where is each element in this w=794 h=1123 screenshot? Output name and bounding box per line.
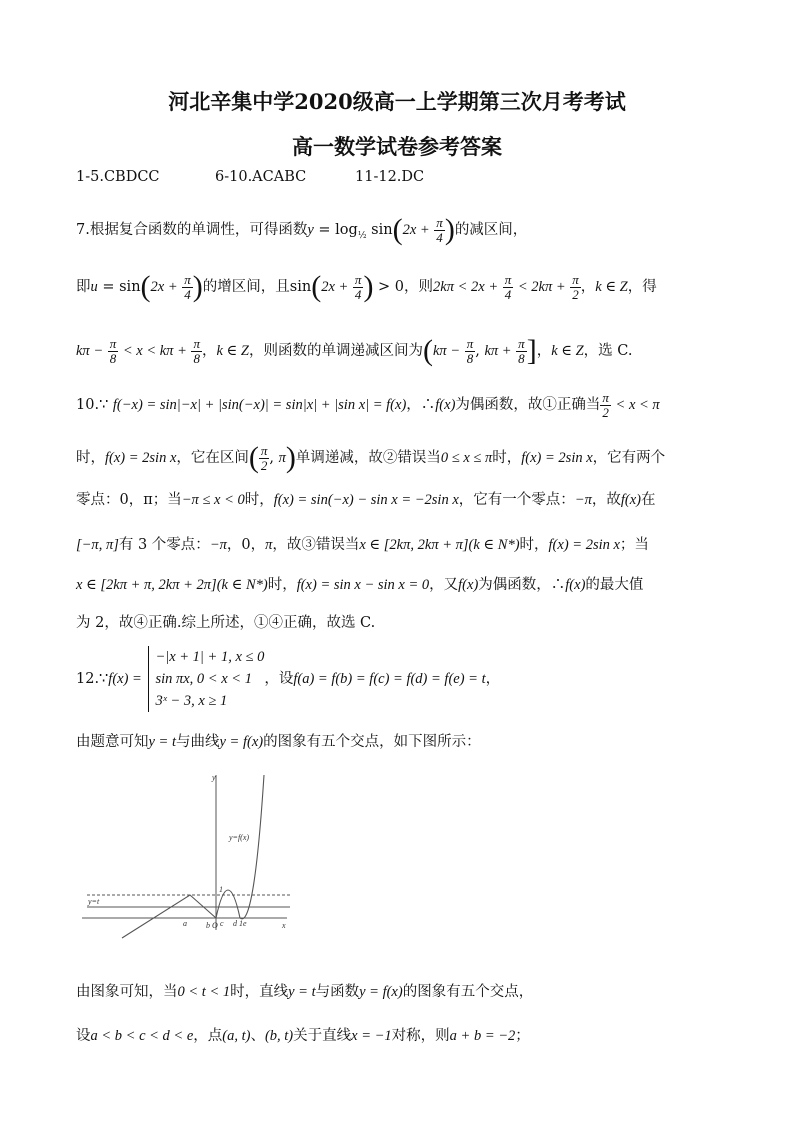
- q10-line-6: 为 2，故④正确.综上所述，①④正确，故选 C.: [76, 615, 376, 631]
- label-d: d: [233, 919, 237, 928]
- q10-line-2: 时，f(x) = 2sin x，它在区间( $\frac{\pi}{2}$ , π)单调递减，故②错误当0 ≤ x ≤ π时，f(x) = 2sin x，它有两个: [76, 441, 666, 474]
- curve-part-3: [240, 775, 264, 919]
- q12-piecewise: 12.∵f(x) = −|x + 1| + 1, x ≤ 0 sin πx, 0 < x < 1 3ˣ − 3, x ≥ 1 ，设f(a) = f(b) = f(c) = f(d) = f(e) = t，: [76, 646, 500, 712]
- curve-part-2: [216, 890, 240, 918]
- curve-part-1: [122, 895, 216, 938]
- q12-line-2: 由题意可知y = t与曲线y = f(x)的图象有五个交点，如下图所示：: [76, 734, 481, 750]
- q7-line-3: kπ − $\frac{\pi}{8}$ < x < kπ + $\frac{\pi}{8}$ ，k ∈ Z，则函数的单调递减区间为(kπ − $\frac{\pi}{8}$ , kπ + $\frac{\pi}{8}$ ]，k ∈ Z，选 C.: [76, 334, 633, 367]
- label-one-x: 1: [239, 919, 243, 928]
- label-a: a: [183, 919, 187, 928]
- page-title: 河北辛集中学2020级高一上学期第三次月考考试: [168, 89, 626, 114]
- label-one: 1: [219, 885, 223, 894]
- page-subtitle: 高一数学试卷参考答案: [292, 134, 502, 159]
- q12-line-4: 设a < b < c < d < e，点(a, t)、(b, t)关于直线x = −1对称，则a + b = −2；: [76, 1028, 530, 1044]
- piecewise-cases: −|x + 1| + 1, x ≤ 0 sin πx, 0 < x < 1 3ˣ − 3, x ≥ 1: [148, 646, 264, 712]
- q10-line-1: 10.∵ f(−x) = sin|−x| + |sin(−x)| = sin|x| + |sin x| = f(x)，∴f(x)为偶函数，故①正确当 $\frac{\pi}{2}$ < x < π: [76, 390, 660, 420]
- q10-line-3: 零点：0，π；当−π ≤ x < 0时，f(x) = sin(−x) − sin x = −2sin x，它有一个零点：−π，故f(x)在: [76, 492, 656, 508]
- label-y: y: [212, 773, 216, 782]
- line-label: y=t: [88, 897, 100, 906]
- answer-1-5: 1-5.CBDCC: [76, 169, 160, 185]
- answer-6-10: 6-10.ACABC: [215, 169, 307, 185]
- answer-11-12: 11-12.DC: [355, 169, 425, 185]
- curve-label: y=f(x): [229, 833, 250, 842]
- q12-line-3: 由图象可知，当0 < t < 1时，直线y = t与函数y = f(x)的图象有五个交点，: [76, 984, 534, 1000]
- label-o: O: [212, 921, 218, 930]
- q7-line-2: 即u = sin(2x + $\frac{\pi}{4}$ )的增区间，且sin(2x + $\frac{\pi}{4}$ ) > 0，则2kπ < 2x + $\frac{\pi}{4}$ < 2kπ + $\frac{\pi}{2}$ ，k ∈ Z，得: [76, 270, 657, 303]
- q10-line-5: x ∈ [2kπ + π, 2kπ + 2π](k ∈ N*)时，f(x) = sin x − sin x = 0，又f(x)为偶函数，∴f(x)的最大值: [76, 577, 644, 593]
- function-graph: [82, 770, 297, 940]
- label-x: x: [282, 921, 286, 930]
- q10-line-4: [−π, π]有 3 个零点：−π，0，π，故③错误当x ∈ [2kπ, 2kπ + π](k ∈ N*)时，f(x) = 2sin x；当: [76, 537, 649, 553]
- label-c: c: [220, 919, 224, 928]
- label-b: b: [206, 921, 210, 930]
- q7-line-1: 7.根据复合函数的单调性，可得函数$y = \log_{\frac{1}{2}} \sin(2x$ + $\frac{\pi}{4}$ )的减区间，: [76, 213, 528, 246]
- label-e: e: [243, 919, 247, 928]
